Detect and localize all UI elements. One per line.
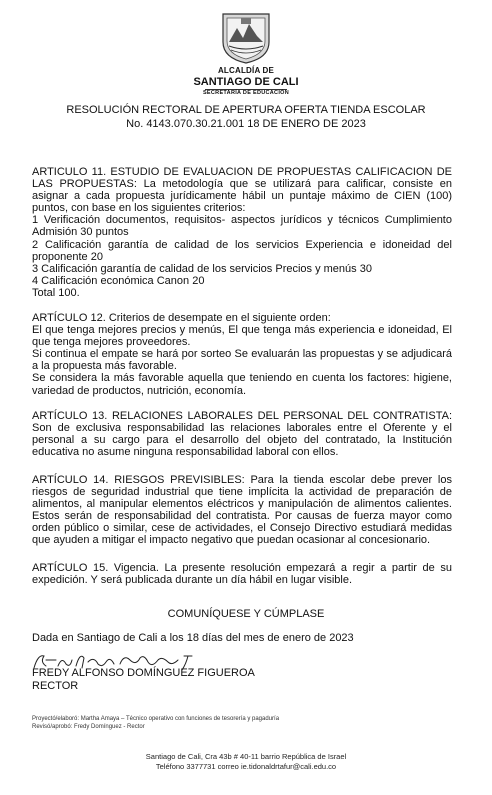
article-12-title: ARTÍCULO 12. Criterios de desempate en el siguiente orden: (32, 312, 331, 324)
signer-role: RECTOR (32, 680, 79, 692)
article-14-text: ARTÍCULO 14. RIESGOS PREVISIBLES: Para la tienda escolar debe prever los riesgos de seguridad industrial que tiene implícita la actividad de preparación de alimentos, al manipular elementos eléctricos y manipulación de alimentos calientes. Estos serán de responsabilidad del contratista. Por causas de fuerza mayor como orden público o similar, cese de actividades, el Consejo Directivo estudiará medidas que ayuden a mitigar el impacto negativo que puedan ocasionar al concesionario. (32, 474, 452, 547)
article-12-p1: El que tenga mejores precios y menús, El que tenga más experiencia e idoneidad, El que tenga mejores proveedores. (32, 324, 452, 349)
article-11-item-3: 3 Calificación garantía de calidad de los servicios Precios y menús 30 (32, 262, 372, 275)
article-13 (32, 410, 452, 458)
signer-name: FREDY ALFONSO DOMÍNGUEZ FIGUEROA (32, 667, 255, 679)
article-14 (32, 474, 452, 547)
city-crest-logo (217, 12, 275, 64)
footer-contact: Teléfono 3377731 correo ie.tidonaldrtafur@cali.edu.co (155, 762, 337, 771)
article-11-item-4: 4 Calificación económica Canon 20 (32, 274, 205, 287)
comuniquese-heading: COMUNÍQUESE Y CÚMPLASE (167, 608, 325, 620)
article-13-text: ARTÍCULO 13. RELACIONES LABORALES DEL PERSONAL DEL CONTRATISTA: Son de exclusiva responsabilidad las relaciones laborales entre el Oferente y el personal a su cargo para el desarrollo del objeto del contratado, la Institución educativa no asume ninguna responsabilidad laboral con ellos. (32, 410, 452, 459)
credit-prepared: Proyectó/elaboró: Martha Amaya – Técnico operativo con funciones de tesorería y pagaduría (32, 716, 280, 722)
article-12-p3: Se considera la más favorable aquella que teniendo en cuenta los factores: higiene, variedad de productos, nutrición, economía. (32, 372, 452, 397)
article-15-text: ARTÍCULO 15. Vigencia. La presente resolución empezará a regir a partir de su expedición. Y será publicada durante un día hábil en lugar visible. (32, 562, 452, 587)
date-line: Dada en Santiago de Cali a los 18 días del mes de enero de 2023 (32, 632, 354, 644)
article-11-text: ARTICULO 11. ESTUDIO DE EVALUACION DE PROPUESTAS CALIFICACION DE LAS PROPUESTAS: La metodología que se utilizará para calificar, consiste en asignar a cada propuesta jurídicamente hábil un puntaje máximo de CIEN (100) puntos, con base en los siguientes criterios: (32, 166, 452, 215)
resolution-number: No. 4143.070.30.21.001 18 DE ENERO DE 2023 (126, 118, 366, 130)
article-12-p2: Si continua el empate se hará por sorteo Se evaluarán las propuestas y se adjudicará a la propuesta más favorable. (32, 348, 452, 373)
footer-address: Santiago de Cali, Cra 43b # 40-11 barrio República de Israel (145, 752, 347, 761)
header-city: SANTIAGO DE CALI (193, 76, 299, 88)
article-11-item-2: 2 Calificación garantía de calidad de los servicios Experiencia e idoneidad del proponente 20 (32, 238, 452, 263)
article-11 (32, 166, 452, 299)
article-12 (32, 312, 452, 397)
resolution-title: RESOLUCIÓN RECTORAL DE APERTURA OFERTA TIENDA ESCOLAR (66, 104, 426, 116)
header-secretaria: SECRETARÍA DE EDUCACIÓN (202, 90, 290, 96)
article-11-total: Total 100. (32, 286, 80, 299)
article-15 (32, 562, 452, 586)
credit-reviewed: Revisó/aprobó: Fredy Domínguez - Rector (32, 724, 145, 730)
article-11-item-1: 1 Verificación documentos, requisitos- aspectos jurídicos y técnicos Cumplimiento Admisión 30 puntos (32, 214, 452, 239)
header-alcaldia: ALCALDÍA DE (217, 66, 275, 75)
